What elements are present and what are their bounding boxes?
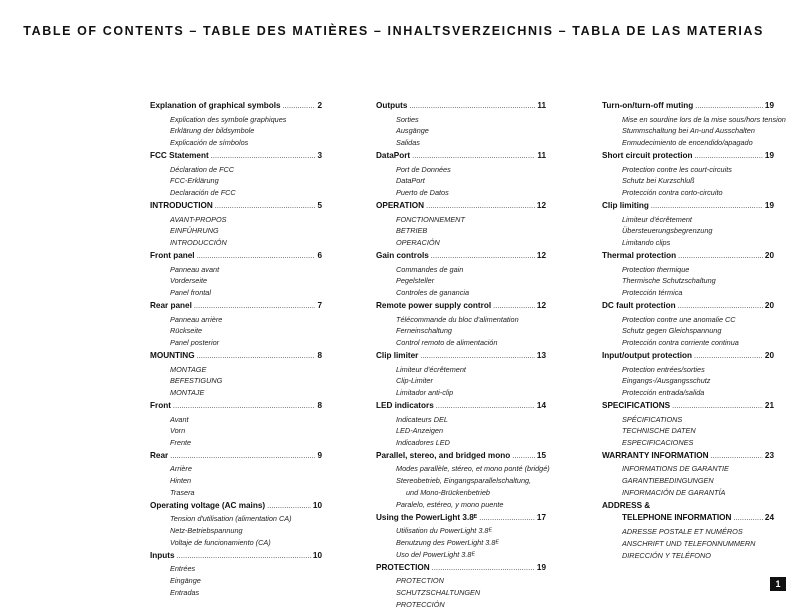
- dot-leader: [493, 301, 535, 314]
- dot-leader: [409, 101, 535, 114]
- toc-entry-row: [376, 100, 546, 114]
- toc-entry-page: 3: [317, 150, 322, 160]
- toc-entry: [150, 450, 322, 500]
- toc-entry: [150, 150, 322, 200]
- toc-entry-title: TELEPHONE INFORMATION: [622, 513, 732, 523]
- toc-subentry: INFORMATIONS DE GARANTIE: [622, 464, 729, 474]
- toc-entry-row: [150, 550, 322, 564]
- toc-subentries: [150, 463, 322, 499]
- toc-subentry: DIRECCIÓN Y TELÉFONO: [622, 550, 711, 560]
- toc-entry: [150, 200, 322, 250]
- toc-subentry: Stereobetrieb, Eingangsparallelschaltung,: [396, 476, 532, 486]
- toc-subentry: Eingänge: [170, 576, 201, 586]
- toc-subentry: Netz-Betriebspannung: [170, 526, 243, 536]
- toc-entry-row: [150, 300, 322, 314]
- toc-subentry: Protección contra corriente continua: [622, 338, 739, 348]
- toc-entry-row: [150, 400, 322, 414]
- toc-entry-row: [602, 400, 774, 414]
- toc-entry-title: DC fault protection: [602, 300, 676, 310]
- toc-subentries: [150, 314, 322, 350]
- dot-leader: [173, 401, 316, 414]
- toc-entry-title: Front panel: [150, 250, 195, 260]
- toc-subentry: Entrées: [170, 564, 196, 574]
- toc-entry: [602, 200, 774, 250]
- toc-entry-page: 20: [764, 350, 774, 360]
- toc-entry-row: [150, 100, 322, 114]
- toc-entry-title: Thermal protection: [602, 250, 677, 260]
- toc-subentry: Panel frontal: [170, 288, 211, 298]
- toc-entry-page: 6: [317, 250, 322, 260]
- toc-entry-page: 11: [537, 150, 546, 160]
- toc-subentry: Commandes de gain: [396, 264, 464, 274]
- toc-entry-page: 15: [536, 450, 546, 460]
- toc-subentry: Entradas: [170, 588, 200, 598]
- toc-entry-title: PROTECTION: [376, 562, 430, 572]
- toc-entry-row: [602, 450, 774, 464]
- toc-subentry: Frente: [170, 438, 192, 448]
- toc-subentry: Stummschaltung bei An-und Ausschalten: [622, 126, 755, 136]
- dot-leader: [283, 101, 316, 114]
- toc-subentry: TECHNISCHE DATEN: [622, 426, 696, 436]
- toc-entry-title: INTRODUCTION: [150, 200, 213, 210]
- toc-entry: [376, 562, 546, 612]
- toc-subentry: Ausgänge: [396, 126, 429, 136]
- dot-leader: [194, 301, 316, 314]
- toc-subentry: Protection entrées/sorties: [622, 364, 705, 374]
- toc-entry-title: Outputs: [376, 101, 408, 110]
- toc-subentries: [376, 314, 546, 350]
- toc-entry-row: [602, 512, 774, 526]
- toc-entry-row: [602, 250, 774, 264]
- toc-subentry: Explicación de símbolos: [170, 138, 249, 148]
- toc-entry-page: 12: [536, 200, 546, 210]
- toc-subentry: BEFESTIGUNG: [170, 376, 223, 386]
- toc-entry: [376, 300, 546, 350]
- toc-entry-page: 11: [537, 101, 546, 110]
- toc-subentry: Rückseite: [170, 326, 203, 336]
- toc-subentry: BETRIEB: [396, 226, 428, 236]
- dot-leader: [479, 513, 535, 526]
- toc-subentry: Controles de ganancia: [396, 288, 470, 298]
- toc-entry-page: 19: [764, 200, 774, 210]
- toc-entry: [602, 150, 774, 200]
- toc-subentry: MONTAJE: [170, 388, 205, 398]
- toc-subentry: SCHUTZSCHALTUNGEN: [396, 588, 481, 598]
- toc-entry: [150, 400, 322, 450]
- toc-subentry: SPÉCIFICATIONS: [622, 414, 683, 424]
- toc-subentry: Protección térmica: [622, 288, 683, 298]
- toc-subentries: [150, 414, 322, 450]
- toc-entry-page: 10: [312, 550, 322, 560]
- toc-entry-title: Input/output protection: [602, 350, 693, 360]
- toc-subentry: Übersteuerungsbegrenzung: [622, 226, 713, 236]
- toc-subentries: [376, 114, 546, 150]
- toc-subentries: [150, 214, 322, 250]
- toc-entry-title: WARRANTY INFORMATION: [602, 450, 709, 460]
- toc-subentries: [150, 513, 322, 549]
- toc-subentry: GARANTIEBEDINGUNGEN: [622, 476, 714, 486]
- dot-leader: [197, 351, 316, 364]
- toc-subentry: Port de Données: [396, 164, 451, 174]
- dot-leader: [678, 301, 763, 314]
- toc-entry-page: 5: [317, 200, 322, 210]
- toc-entry-page: 23: [764, 450, 774, 460]
- toc-entry-page: 12: [536, 250, 546, 260]
- dot-leader: [197, 251, 316, 264]
- dot-leader: [177, 551, 311, 564]
- toc-subentry: Clip-Limiter: [396, 376, 433, 386]
- toc-subentries: [150, 114, 322, 150]
- toc-subentry: Modes parallèle, stéreo, et mono ponté (bridgé): [396, 464, 550, 474]
- toc-entry: [150, 250, 322, 300]
- toc-subentry: Limiteur d'écrêtement: [396, 364, 466, 374]
- toc-subentry: Utilisation du PowerLight 3.8ᴱ: [396, 526, 492, 536]
- toc-subentries: [602, 463, 774, 499]
- toc-entry-page: 20: [764, 300, 774, 310]
- toc-entry-row: [150, 500, 322, 514]
- toc-subentry: Panneau arrière: [170, 314, 223, 324]
- toc-subentry: Eingangs-/Ausgangsschutz: [622, 376, 711, 386]
- toc-entry: [376, 250, 546, 300]
- toc-subentry: Protection thermique: [622, 264, 690, 274]
- dot-leader: [733, 513, 762, 526]
- toc-subentry: AVANT-PROPOS: [170, 214, 227, 224]
- dot-leader: [431, 251, 535, 264]
- dot-leader: [512, 451, 535, 464]
- toc-entry-title: Explanation of graphical symbols: [150, 101, 281, 110]
- toc-column-2: [376, 100, 550, 612]
- toc-entry: [376, 450, 550, 512]
- toc-subentry: INFORMACIÓN DE GARANTÍA: [622, 488, 726, 498]
- toc-subentry: Limitando clips: [622, 238, 671, 248]
- toc-subentries: [376, 164, 546, 200]
- toc-subentries: [602, 314, 774, 350]
- page-header-title: TABLE OF CONTENTS – TABLE DES MATIÈRES – INHALTSVERZEICHNIS – TABLA DE LAS MATERIAS: [23, 24, 764, 38]
- toc-entry-title: Clip limiting: [602, 200, 649, 210]
- toc-subentries: [376, 264, 546, 300]
- toc-entry-title: OPERATION: [376, 200, 425, 210]
- toc-entry-row: [150, 200, 322, 214]
- toc-entry-title: MOUNTING: [150, 350, 195, 360]
- toc-entry: [602, 400, 774, 450]
- toc-subentry: Avant: [170, 414, 189, 424]
- toc-subentries: [602, 526, 774, 562]
- toc-subentries: [376, 364, 546, 400]
- toc-entry-page: 10: [312, 500, 322, 510]
- toc-entry-row: [376, 450, 546, 464]
- toc-entry-title: Front: [150, 400, 171, 410]
- toc-subentries: [150, 563, 322, 599]
- toc-entry-row: [376, 150, 546, 164]
- toc-subentry: Limitador anti-clip: [396, 388, 454, 398]
- toc-entry-page: 20: [764, 250, 774, 260]
- toc-subentry: Thermische Schutzschaltung: [622, 276, 716, 286]
- toc-subentry: FONCTIONNEMENT: [396, 214, 465, 224]
- toc-entry-row: [602, 200, 774, 214]
- dot-leader: [211, 151, 316, 164]
- toc-entry: [376, 150, 546, 200]
- toc-entry-row: [150, 350, 322, 364]
- toc-subentry: und Mono-Brückenbetrieb: [406, 488, 490, 498]
- toc-subentry: LED-Anzeigen: [396, 426, 444, 436]
- toc-entry: [602, 350, 774, 400]
- toc-entry: [376, 200, 546, 250]
- dot-leader: [436, 401, 535, 414]
- toc-entry-row: [150, 150, 322, 164]
- toc-entry: [150, 100, 322, 150]
- toc-subentry: Ferneinschaltung: [396, 326, 452, 336]
- toc-subentry: Indicadores LED: [396, 438, 450, 448]
- toc-subentry: Vorderseite: [170, 276, 208, 286]
- toc-entry-row: [376, 200, 546, 214]
- toc-subentry: Schutz bei Kurzschluß: [622, 176, 695, 186]
- toc-subentry: Puerto de Datos: [396, 188, 449, 198]
- dot-leader: [412, 151, 535, 164]
- toc-entry-title: Operating voltage (AC mains): [150, 500, 266, 510]
- toc-entry-page: 8: [317, 400, 322, 410]
- toc-subentry: Enmudecimiento de encendido/apagado: [622, 138, 753, 148]
- toc-subentry: PROTECCIÓN: [396, 599, 445, 609]
- toc-entry-page: 17: [536, 512, 546, 522]
- toc-entry: [376, 100, 546, 150]
- toc-entry-row: [602, 300, 774, 314]
- toc-subentry: Uso del PowerLight 3.8ᴱ: [396, 549, 475, 559]
- toc-subentries: [602, 364, 774, 400]
- toc-subentry: Benutzung des PowerLight 3.8ᴱ: [396, 538, 499, 548]
- toc-subentry: ADRESSE POSTALE ET NUMÉROS: [622, 527, 743, 537]
- toc-entry-row: [602, 350, 774, 364]
- toc-entry-title: Turn-on/turn-off muting: [602, 101, 694, 110]
- toc-subentries: [602, 414, 774, 450]
- toc-subentries: [376, 414, 546, 450]
- dot-leader: [694, 351, 763, 364]
- toc-entry-page: 14: [536, 400, 546, 410]
- dot-leader: [711, 451, 763, 464]
- toc-entry: [602, 500, 774, 563]
- toc-subentry: Indicateurs DEL: [396, 414, 448, 424]
- toc-entry-row: [376, 562, 546, 576]
- dot-leader: [426, 201, 535, 214]
- toc-entry-row: [602, 100, 774, 114]
- toc-entry-page: 8: [317, 350, 322, 360]
- toc-subentries: [376, 214, 546, 250]
- toc-entry-page: 9: [317, 450, 322, 460]
- toc-subentry: DataPort: [396, 176, 425, 186]
- toc-entry-row: [150, 450, 322, 464]
- toc-subentry: Paralelo, estéreo, y mono puente: [396, 499, 504, 509]
- toc-subentry: Télécommande du bloc d'alimentation: [396, 314, 519, 324]
- toc-subentry: Panel posterior: [170, 338, 220, 348]
- toc-entry: [376, 350, 546, 400]
- toc-entry-row: [150, 250, 322, 264]
- toc-subentry: FCC-Erklärung: [170, 176, 219, 186]
- dot-leader: [695, 101, 763, 114]
- dot-leader: [432, 563, 535, 576]
- toc-entry-row: [376, 250, 546, 264]
- toc-subentries: [602, 214, 774, 250]
- toc-subentry: PROTECTION: [396, 576, 444, 586]
- toc-entry: [602, 250, 774, 300]
- toc-entry-title: Rear: [150, 450, 169, 460]
- toc-subentry: EINFÜHRUNG: [170, 226, 219, 236]
- toc-entry-page: 2: [317, 101, 322, 110]
- toc-subentry: Explication des symbole graphiques: [170, 114, 287, 124]
- toc-entry-title: SPECIFICATIONS: [602, 400, 671, 410]
- toc-entry: [150, 300, 322, 350]
- toc-entry-row: [602, 150, 774, 164]
- toc-entry-title-line: ADDRESS &: [602, 500, 651, 510]
- toc-entry-title: Remote power supply control: [376, 300, 492, 310]
- toc-subentries: [602, 164, 774, 200]
- toc-subentry: INTRODUCCIÓN: [170, 238, 227, 248]
- toc-column-1: [150, 100, 322, 600]
- toc-column-3: [602, 100, 786, 562]
- toc-subentry: Voltaje de funcionamiento (CA): [170, 538, 271, 548]
- toc-entry-title: LED indicators: [376, 400, 434, 410]
- toc-subentries: [376, 463, 550, 511]
- toc-entry-page: 19: [764, 150, 774, 160]
- toc-subentry: OPERACIÓN: [396, 238, 440, 248]
- toc-subentry: ESPECIFICACIONES: [622, 438, 694, 448]
- toc-subentry: Protection contre une anomalie CC: [622, 314, 736, 324]
- toc-subentry: Sorties: [396, 114, 419, 124]
- toc-entry-title: Using the PowerLight 3.8ᴱ: [376, 512, 478, 522]
- toc-subentry: Erklärung der bildsymbole: [170, 126, 255, 136]
- toc-subentries: [376, 575, 546, 611]
- dot-leader: [267, 501, 311, 514]
- dot-leader: [695, 151, 763, 164]
- toc-subentries: [150, 164, 322, 200]
- toc-entry-title: Short circuit protection: [602, 150, 693, 160]
- toc-subentries: [150, 264, 322, 300]
- dot-leader: [170, 451, 315, 464]
- toc-entry-title: Parallel, stereo, and bridged mono: [376, 450, 511, 460]
- toc-subentry: Limiteur d'écrêtement: [622, 214, 692, 224]
- toc-subentry: Arrière: [170, 464, 192, 474]
- toc-subentries: [602, 114, 786, 150]
- toc-entry-page: 7: [317, 300, 322, 310]
- toc-entry-title: Rear panel: [150, 300, 192, 310]
- toc-entry-page: 13: [536, 350, 546, 360]
- toc-subentry: Hinten: [170, 476, 192, 486]
- toc-entry-title: Clip limiter: [376, 350, 419, 360]
- toc-entry-title: Inputs: [150, 550, 175, 560]
- dot-leader: [420, 351, 535, 364]
- toc-entry-row: [376, 400, 546, 414]
- dot-leader: [672, 401, 763, 414]
- toc-subentry: Déclaration de FCC: [170, 164, 235, 174]
- toc-subentry: Pegelsteller: [396, 276, 435, 286]
- toc-subentries: [150, 364, 322, 400]
- toc-entry: [150, 350, 322, 400]
- toc-entry: [376, 512, 546, 562]
- toc-subentry: Trasera: [170, 488, 195, 498]
- dot-leader: [651, 201, 763, 214]
- toc-entry-row: [376, 300, 546, 314]
- toc-entry-page: 19: [536, 562, 546, 572]
- toc-entry: [150, 500, 322, 550]
- toc-entry-page: 12: [536, 300, 546, 310]
- toc-entry: [602, 100, 786, 150]
- toc-subentry: Mise en sourdine lors de la mise sous/hors tension: [622, 114, 786, 124]
- toc-entry-title: FCC Statement: [150, 150, 209, 160]
- toc-subentry: Declaración de FCC: [170, 188, 236, 198]
- toc-entry-page: 24: [764, 513, 774, 523]
- toc-entry-page: 19: [764, 101, 774, 110]
- toc-subentry: ANSCHRIFT UND TELEFONNUMMERN: [622, 538, 756, 548]
- toc-subentry: Vorn: [170, 426, 186, 436]
- toc-entry-title: DataPort: [376, 150, 411, 160]
- toc-subentry: Panneau avant: [170, 264, 220, 274]
- toc-subentries: [602, 264, 774, 300]
- toc-subentry: Protection contre les court-circuits: [622, 164, 732, 174]
- toc-entry: [376, 400, 546, 450]
- toc-entry-row: [376, 512, 546, 526]
- toc-entry: [602, 450, 774, 500]
- toc-subentry: Control remoto de alimentación: [396, 338, 498, 348]
- toc-subentry: Schutz gegen Gleichspannung: [622, 326, 722, 336]
- toc-entry-title: Gain controls: [376, 250, 429, 260]
- toc-subentry: Protección contra corto-circuito: [622, 188, 723, 198]
- toc-subentry: MONTAGE: [170, 364, 207, 374]
- dot-leader: [678, 251, 763, 264]
- toc-subentry: Protección entrada/salida: [622, 388, 705, 398]
- dot-leader: [215, 201, 316, 214]
- toc-subentry: Tension d'utilisation (alimentation CA): [170, 514, 292, 524]
- toc-entry: [150, 550, 322, 600]
- toc-entry: [602, 300, 774, 350]
- toc-entry-page: 21: [764, 400, 774, 410]
- toc-subentry: Salidas: [396, 138, 420, 148]
- toc-subentries: [376, 525, 546, 561]
- page-number-badge: 1: [770, 577, 786, 591]
- toc-entry-row: [376, 350, 546, 364]
